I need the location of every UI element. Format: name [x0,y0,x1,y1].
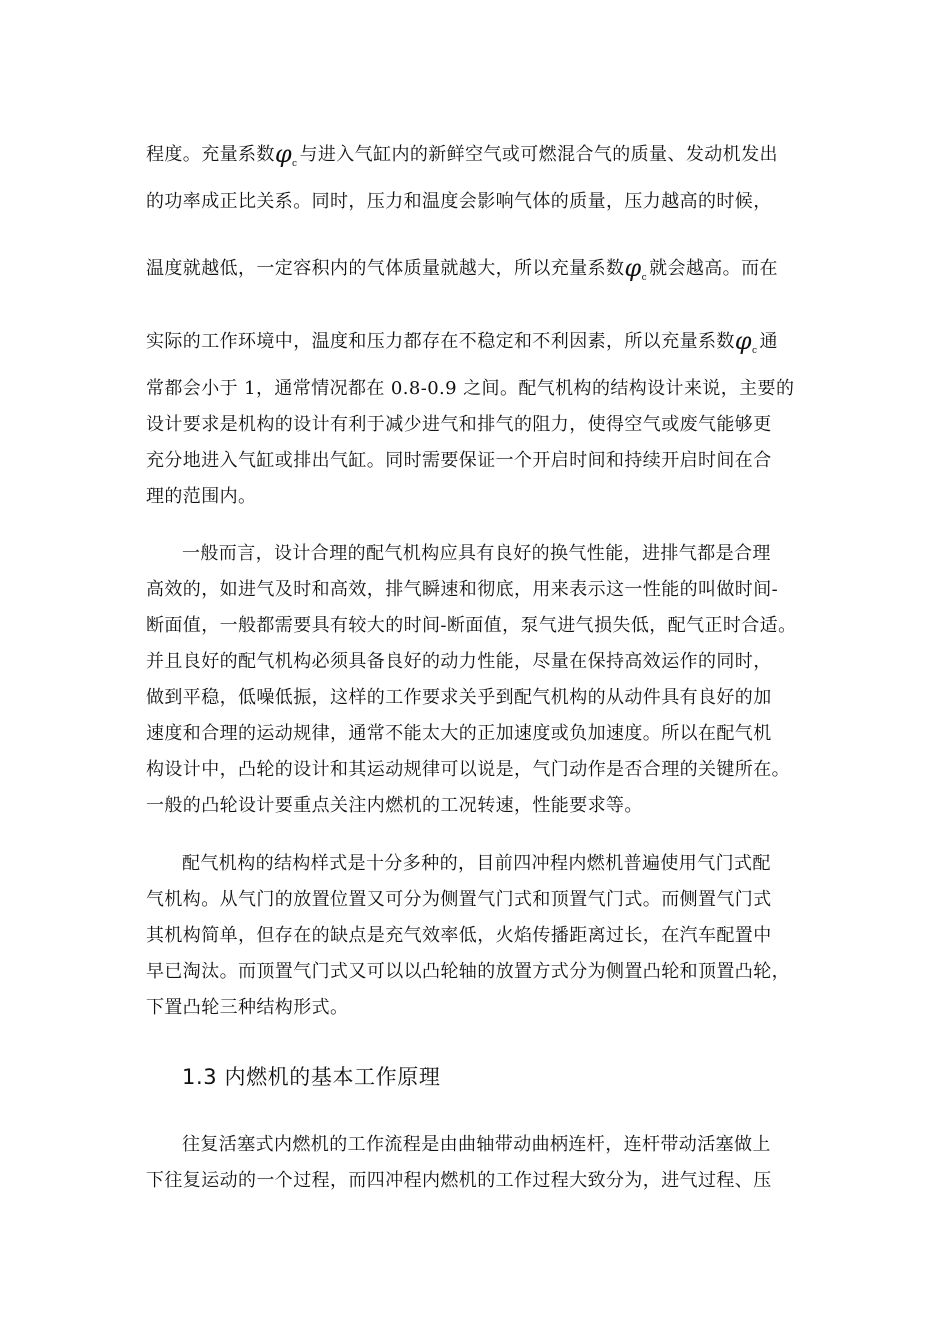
paragraph-1-line-7: 充分地进入气缸或排出气缸。同时需要保证一个开启时间和持续开启时间在合 [146,450,772,471]
phi-subscript: c [292,159,298,169]
phi-subscript: c [752,346,758,356]
paragraph-1-line-3 [146,256,778,290]
paragraph-2-line-5: 做到平稳，低噪低振，这样的工作要求关乎到配气机构的从动件具有良好的加 [146,687,772,708]
paragraph-3-line-4: 早已淘汰。而顶置气门式又可以以凸轮轴的放置方式分为侧置凸轮和顶置凸轮， [146,961,790,982]
text-segment: 与进入气缸内的新鲜空气或可燃混合气的质量、发动机发出 [299,144,778,165]
paragraph-1-line-8: 理的范围内。 [146,486,257,507]
paragraph-1-line-6: 设计要求是机构的设计有利于减少进气和排气的阻力，使得空气或废气能够更 [146,414,772,435]
paragraph-3-line-1: 配气机构的结构样式是十分多种的，目前四冲程内燃机普遍使用气门式配 [182,853,771,874]
paragraph-2-line-1: 一般而言，设计合理的配气机构应具有良好的换气性能，进排气都是合理 [182,543,771,564]
paragraph-3-line-3: 其机构简单，但存在的缺点是充气效率低，火焰传播距离过长，在汽车配置中 [146,925,772,946]
paragraph-2-line-3: 断面值，一般都需要具有较大的时间-断面值，泵气进气损失低，配气正时合适。 [146,615,797,636]
text-segment: 通 [759,331,778,352]
paragraph-1-line-2: 的功率成正比关系。同时，压力和温度会影响气体的质量，压力越高的时候， [146,191,772,212]
phi-subscript: c [641,273,648,283]
text-segment: 实际的工作环境中，温度和压力都存在不稳定和不利因素，所以充量系数 [146,331,735,352]
paragraph-1-line-1 [146,142,778,176]
text-segment: 温度就越低，一定容积内的气体质量就越大，所以充量系数 [146,258,625,279]
paragraph-4-line-1: 往复活塞式内燃机的工作流程是由曲轴带动曲柄连杆，连杆带动活塞做上 [182,1134,771,1155]
paragraph-3-line-2: 气机构。从气门的放置位置又可分为侧置气门式和顶置气门式。而侧置气门式 [146,889,772,910]
paragraph-2-line-6: 速度和合理的运动规律，通常不能太大的正加速度或负加速度。所以在配气机 [146,723,772,744]
paragraph-3-line-5: 下置凸轮三种结构形式。 [146,997,349,1018]
paragraph-2-line-4: 并且良好的配气机构必须具备良好的动力性能，尽量在保持高效运作的同时， [146,651,772,672]
phi-symbol: φ [274,140,293,168]
paragraph-2-line-7: 构设计中，凸轮的设计和其运动规律可以说是，气门动作是否合理的关键所在。 [146,759,790,780]
section-heading: 1.3 内燃机的基本工作原理 [182,1065,441,1089]
text-segment: 程度。充量系数 [146,144,275,165]
text-segment: 就会越高。而在 [649,258,778,279]
paragraph-1-line-5: 常都会小于 1，通常情况都在 0.8-0.9 之间。配气机构的结构设计来说，主要的 [146,378,795,399]
paragraph-1-line-4 [146,329,778,363]
phi-symbol: φ [734,327,753,355]
paragraph-2-line-8: 一般的凸轮设计要重点关注内燃机的工况转速，性能要求等。 [146,795,643,816]
paragraph-2-line-2: 高效的，如进气及时和高效，排气瞬速和彻底，用来表示这一性能的叫做时间- [146,579,779,600]
phi-symbol: φ [624,254,642,282]
paragraph-4-line-2: 下往复运动的一个过程，而四冲程内燃机的工作过程大致分为，进气过程、压 [146,1170,772,1191]
